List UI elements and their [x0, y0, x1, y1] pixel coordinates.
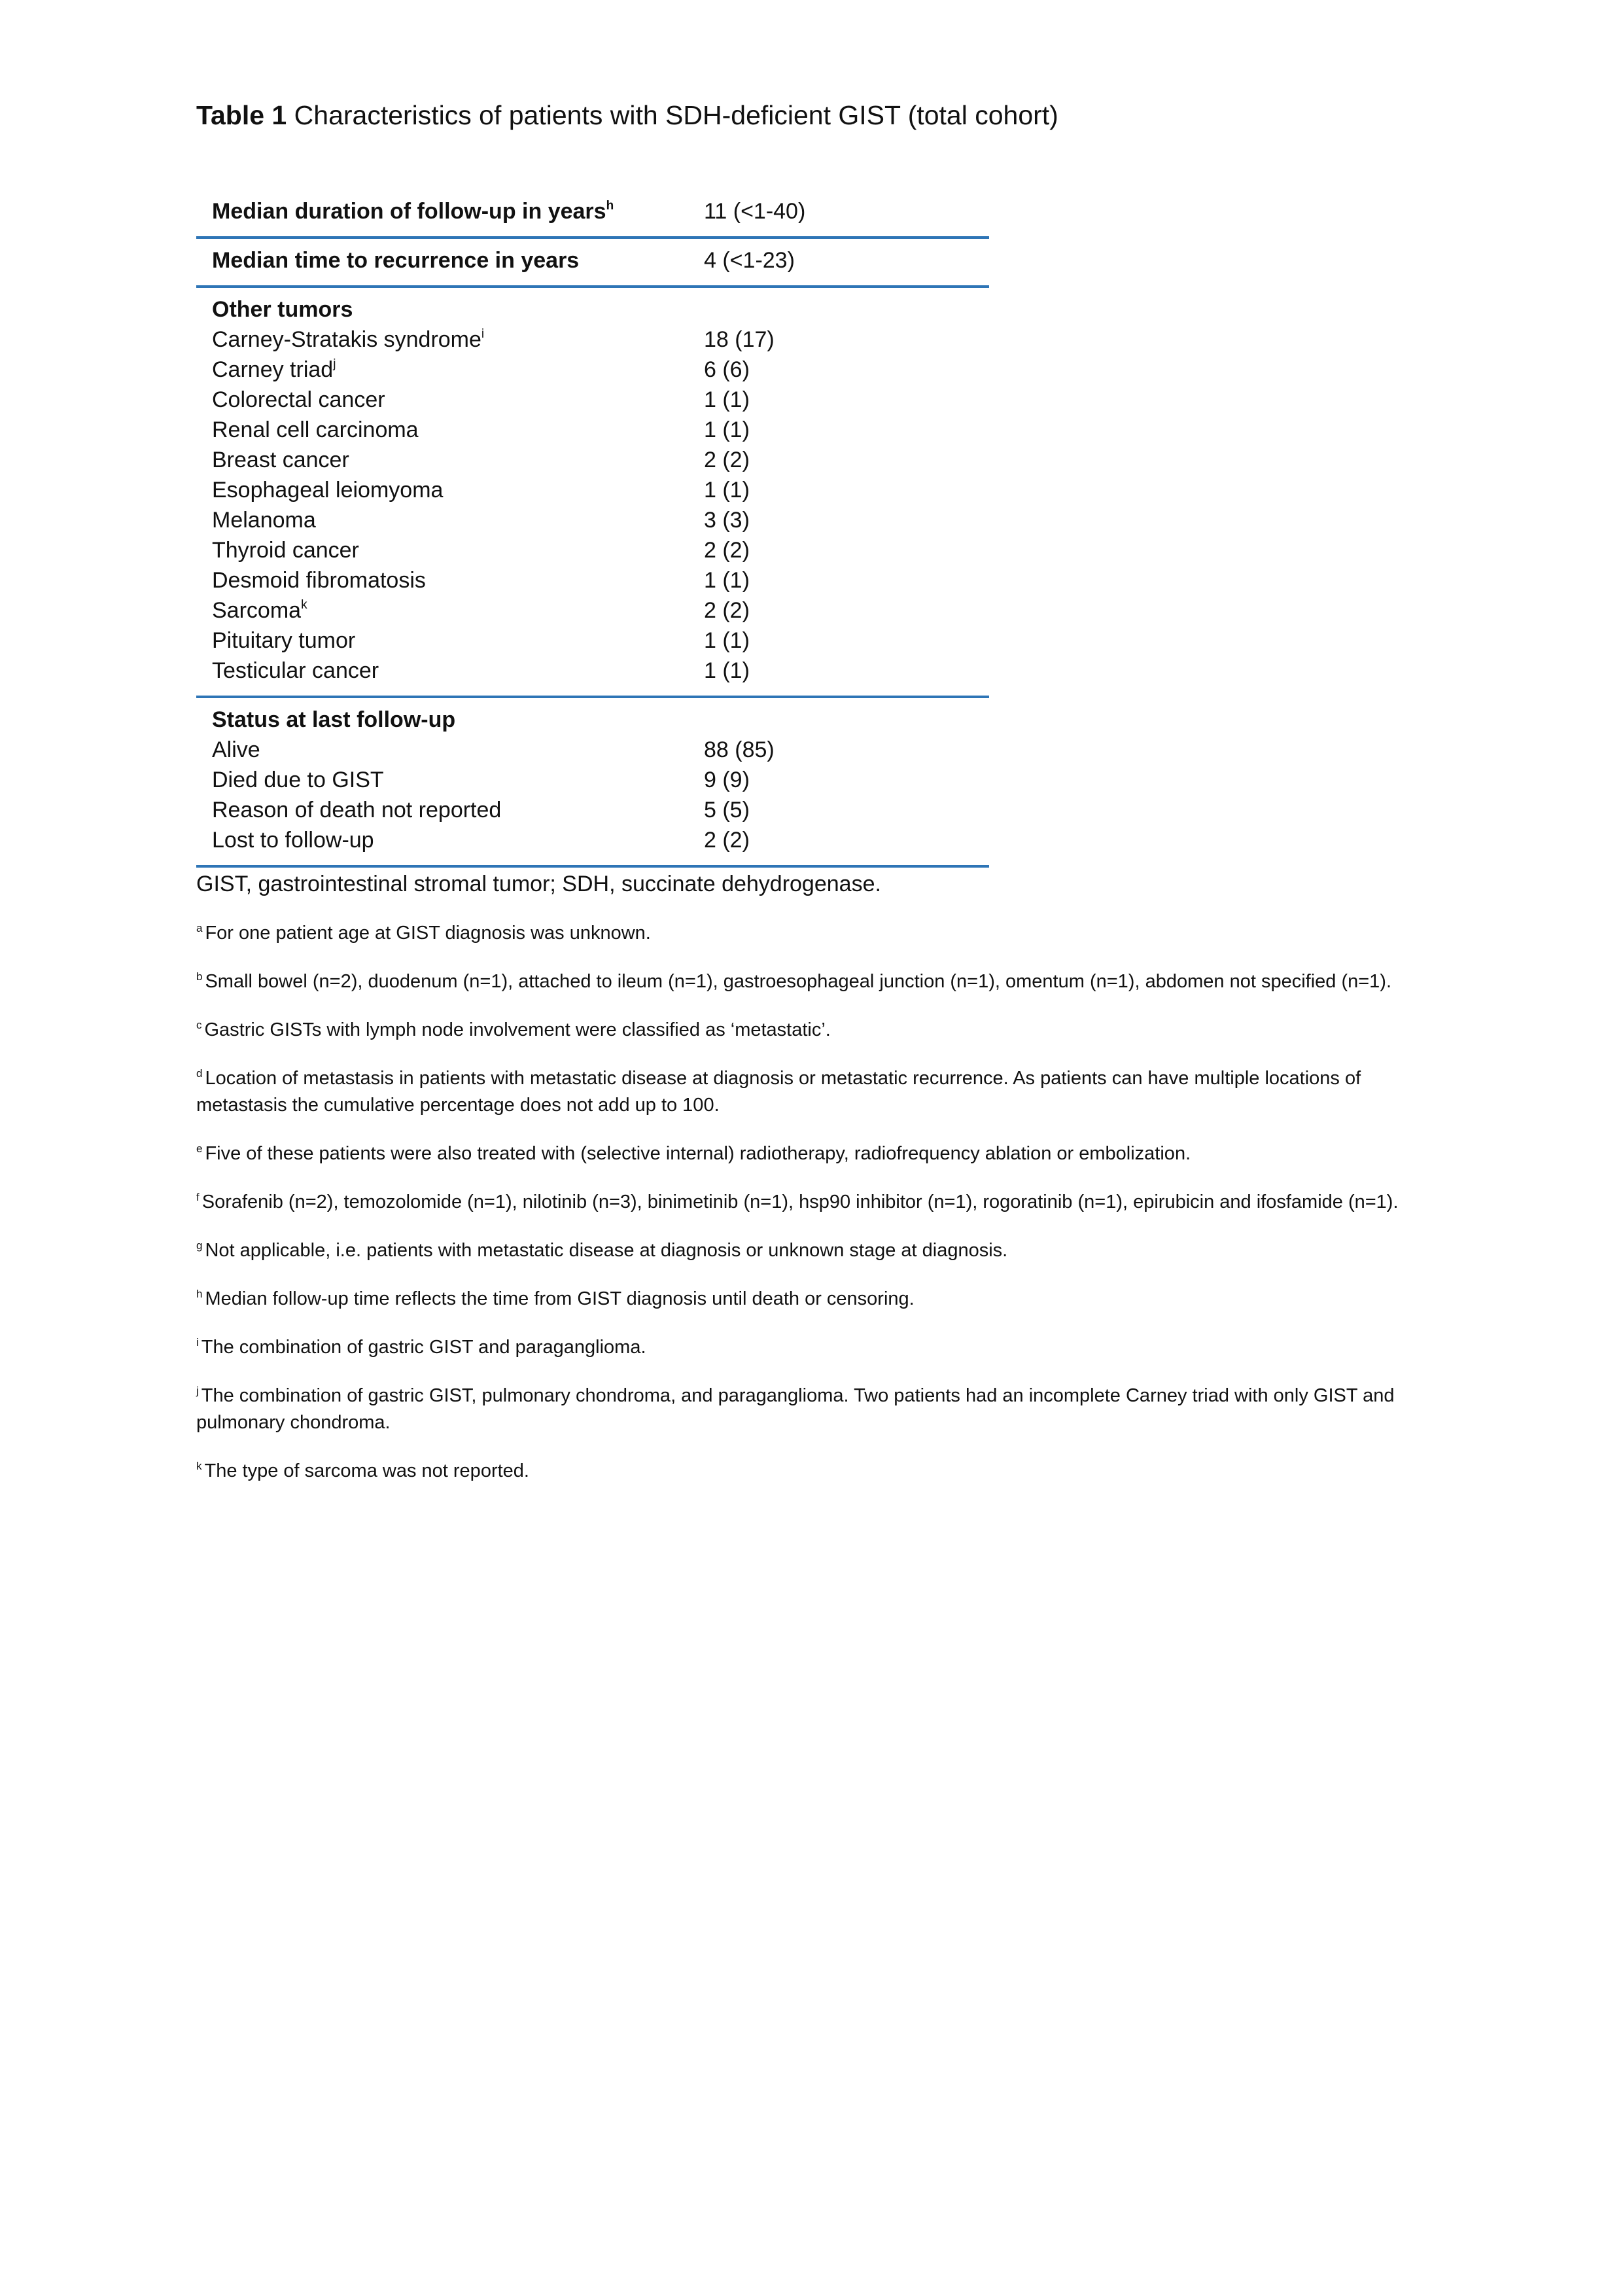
row-value: 4 (<1-23)	[704, 248, 795, 273]
table-row	[196, 445, 989, 475]
row-value: 11 (<1-40)	[704, 199, 806, 224]
row-value: 1 (1)	[704, 417, 750, 442]
row-label: Esophageal leiomyoma	[212, 478, 444, 503]
row-label: Breast cancer	[212, 448, 349, 472]
footnote-mark: k	[301, 598, 307, 612]
footnote-mark: e	[196, 1142, 203, 1155]
status-rows	[196, 735, 989, 855]
footnote-text: For one patient age at GIST diagnosis was unknown.	[205, 923, 651, 944]
footnote-text: Gastric GISTs with lymph node involvement were classified as ‘metastatic’.	[204, 1019, 831, 1040]
row-label: Sarcoma$^k$	[212, 598, 307, 623]
footnote	[196, 968, 1439, 995]
table-row	[196, 196, 989, 226]
footnote	[196, 1140, 1439, 1167]
row-value: 1 (1)	[704, 478, 750, 503]
row-label: Carney-Stratakis syndrome$^i$	[212, 327, 485, 352]
table-row	[196, 765, 989, 795]
row-label: Lost to follow-up	[212, 828, 374, 853]
section-heading: Status at last follow-up	[212, 707, 456, 732]
row-value: 2 (2)	[704, 448, 750, 472]
table-row	[196, 415, 989, 445]
table-row	[196, 656, 989, 686]
table-title	[196, 97, 1058, 133]
row-label: Testicular cancer	[212, 658, 379, 683]
row-label: Carney triad$^j$	[212, 357, 336, 382]
row-value: 1 (1)	[704, 658, 750, 683]
table-row	[196, 795, 989, 825]
row-value: 3 (3)	[704, 508, 750, 533]
row-label: Melanoma	[212, 508, 316, 533]
row-label: Desmoid fibromatosis	[212, 568, 426, 593]
other-tumors-rows	[196, 325, 989, 686]
footnote-mark: a	[196, 922, 203, 934]
table-caption: GIST, gastrointestinal stromal tumor; SDH, succinate dehydrogenase.	[196, 872, 881, 896]
footnote-text: Small bowel (n=2), duodenum (n=1), attached to ileum (n=1), gastroesophageal junction (n=1), omentum (n=1), abdomen not specified (n=1).	[205, 971, 1392, 992]
footnote-mark: h	[196, 1288, 203, 1300]
table-row	[196, 825, 989, 855]
row-value: 9 (9)	[704, 768, 750, 792]
table-row	[196, 355, 989, 385]
footnote-mark: b	[196, 970, 203, 983]
row-label: Renal cell carcinoma	[212, 417, 419, 442]
footnote	[196, 1065, 1439, 1119]
status-section	[196, 698, 989, 868]
table-row	[196, 735, 989, 765]
row-value: 2 (2)	[704, 598, 750, 623]
footnote	[196, 1286, 1439, 1313]
footnote	[196, 1458, 1439, 1485]
footnote-text: Five of these patients were also treated with (selective internal) radiotherapy, radiofrequency ablation or embolization.	[205, 1143, 1191, 1164]
row-label: Reason of death not reported	[212, 798, 502, 822]
footnote-mark: i	[481, 327, 485, 341]
footnote	[196, 1237, 1439, 1264]
table-label: Table 1	[196, 100, 287, 130]
table-row	[196, 505, 989, 535]
footnote-text: The combination of gastric GIST, pulmonary chondroma, and paraganglioma. Two patients had an incomplete Carney triad with only GIST and pulmonary chondroma.	[196, 1385, 1395, 1433]
footnote-text: Location of metastasis in patients with metastatic disease at diagnosis or metastatic recurrence. As patients can have multiple locations of metastasis the cumulative percentage does not add up to 100.	[196, 1068, 1361, 1116]
footnote-mark: h	[606, 199, 614, 213]
table-row	[196, 595, 989, 626]
row-label: Median duration of follow-up in years$^h$	[212, 199, 614, 224]
table-row	[196, 245, 989, 275]
footnote	[196, 1017, 1439, 1044]
footnote	[196, 920, 1439, 947]
footnote-mark: j	[333, 357, 336, 371]
footnote-mark: d	[196, 1067, 203, 1080]
row-value: 1 (1)	[704, 568, 750, 593]
table-row	[196, 626, 989, 656]
row-label: Median time to recurrence in years	[212, 248, 580, 273]
table-row	[196, 385, 989, 415]
row-value: 2 (2)	[704, 828, 750, 853]
row-value: 1 (1)	[704, 628, 750, 653]
row-label: Colorectal cancer	[212, 387, 385, 412]
row-value: 2 (2)	[704, 538, 750, 563]
footnote-mark: g	[196, 1239, 203, 1252]
table-row	[196, 565, 989, 595]
other-tumors-section	[196, 288, 989, 698]
row-value: 5 (5)	[704, 798, 750, 822]
row-label: Died due to GIST	[212, 768, 384, 792]
row-label: Thyroid cancer	[212, 538, 359, 563]
footnote-mark: k	[196, 1460, 202, 1472]
row-value: 88 (85)	[704, 737, 775, 762]
recurrence-section	[196, 239, 989, 288]
row-value: 6 (6)	[704, 357, 750, 382]
followup-section	[196, 190, 989, 239]
footnote-mark: f	[196, 1191, 200, 1203]
footnote-mark: i	[196, 1336, 199, 1349]
footnote-mark: c	[196, 1019, 202, 1031]
footnote-text: The type of sarcoma was not reported.	[204, 1460, 529, 1481]
row-label: Alive	[212, 737, 260, 762]
characteristics-table	[196, 190, 989, 868]
table-row	[196, 535, 989, 565]
footnote-mark: j	[196, 1385, 199, 1397]
table-title-text: Characteristics of patients with SDH-deficient GIST (total cohort)	[294, 100, 1058, 130]
table-row	[196, 325, 989, 355]
footnote-text: The combination of gastric GIST and paraganglioma.	[201, 1337, 646, 1358]
footnote	[196, 1189, 1439, 1216]
row-value: 1 (1)	[704, 387, 750, 412]
footnote	[196, 1383, 1439, 1436]
table-row	[196, 475, 989, 505]
footnote-text: Median follow-up time reflects the time from GIST diagnosis until death or censoring.	[205, 1288, 915, 1309]
footnote	[196, 1334, 1439, 1361]
section-heading: Other tumors	[212, 297, 353, 322]
footnote-text: Not applicable, i.e. patients with metastatic disease at diagnosis or unknown stage at diagnosis.	[205, 1240, 1008, 1261]
row-value: 18 (17)	[704, 327, 775, 352]
row-label: Pituitary tumor	[212, 628, 356, 653]
footnote-text: Sorafenib (n=2), temozolomide (n=1), nilotinib (n=3), binimetinib (n=1), hsp90 inhibitor (n=1), rogoratinib (n=1), epirubicin and ifosfamide (n=1).	[201, 1192, 1399, 1212]
footnotes	[196, 920, 1439, 1506]
